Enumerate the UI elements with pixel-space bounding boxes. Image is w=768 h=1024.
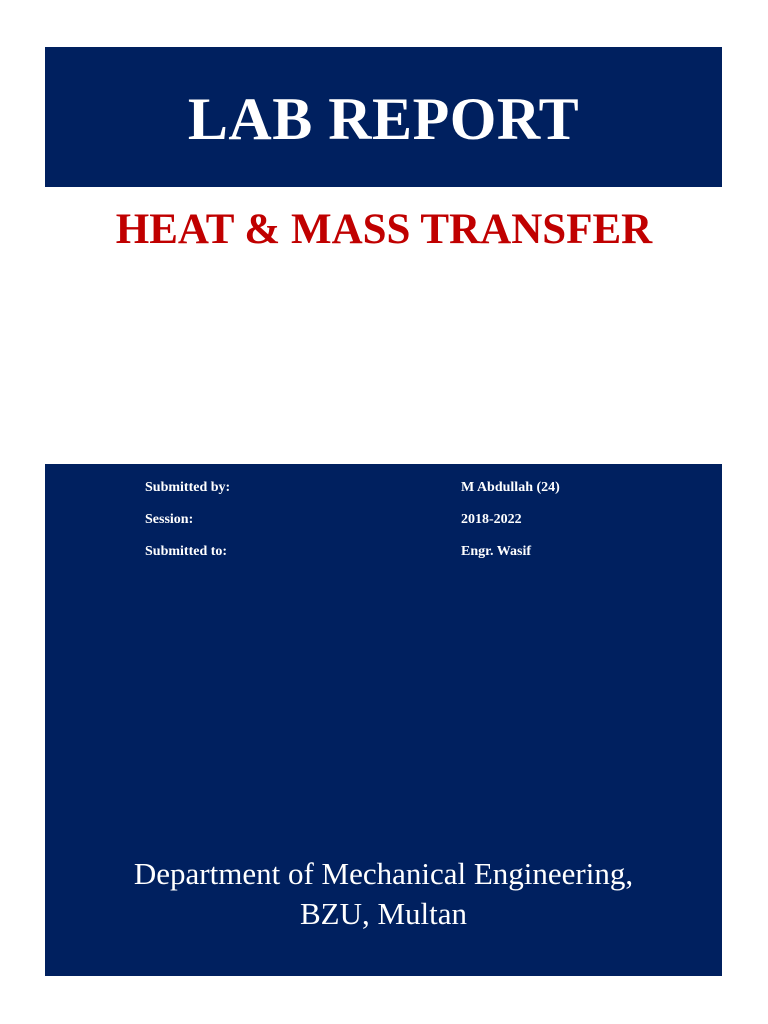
info-row-submitted-to	[45, 542, 722, 562]
report-title: LAB REPORT	[187, 86, 580, 152]
info-row-session	[45, 510, 722, 530]
session-value: 2018-2022	[461, 512, 522, 527]
university-location: BZU, Multan	[299, 896, 468, 931]
submitted-by-label: Submitted by:	[145, 480, 231, 495]
department-name: Department of Mechanical Engineering,	[133, 856, 634, 891]
info-row-submitted-by	[45, 478, 722, 498]
report-subtitle: HEAT & MASS TRANSFER	[115, 206, 653, 253]
submitted-to-value: Engr. Wasif	[461, 544, 532, 559]
submitted-by-value: M Abdullah (24)	[461, 480, 560, 495]
department-block	[45, 854, 722, 934]
info-panel	[45, 464, 722, 976]
submitted-to-label: Submitted to:	[145, 544, 228, 559]
session-label: Session:	[145, 512, 194, 527]
title-banner	[45, 47, 722, 187]
